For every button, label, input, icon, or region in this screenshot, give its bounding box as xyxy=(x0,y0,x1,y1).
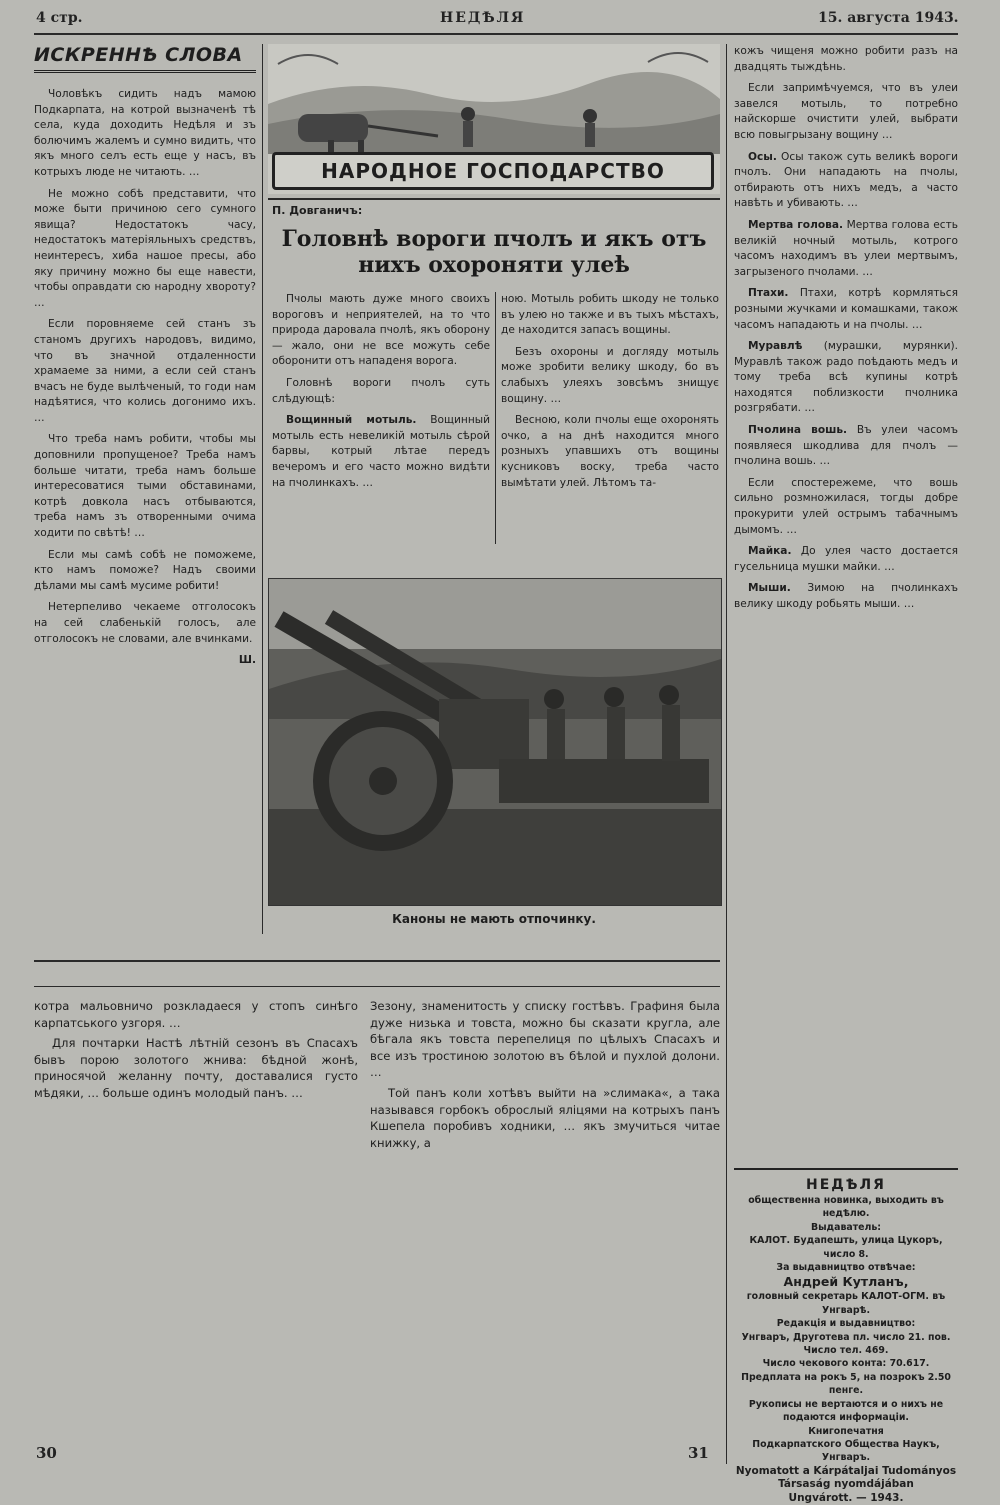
left-article xyxy=(34,44,256,675)
bee-article-col-2 xyxy=(501,292,719,497)
imprint-line: Редакція и выдавництво: xyxy=(776,1318,916,1330)
pest-label: Мыши. xyxy=(748,582,791,595)
pest-paragraph xyxy=(734,218,958,280)
imprint-line: КАЛОТ. Будапешть, улица Цукоръ, число 8. xyxy=(749,1235,943,1260)
imprint-line: общественна новинка, выходить въ недѣлю. xyxy=(748,1195,944,1220)
pest-label: Пчолина вошь. xyxy=(748,424,848,437)
imprint-line: Число чекового конта: 70.617. xyxy=(762,1358,930,1370)
section-rule xyxy=(34,960,720,962)
right-column xyxy=(734,44,958,619)
pest-text: Осы також суть великѣ вороги пчолъ. Они нападають на пчолы, отбирають отъ нихъ медъ, а часто навѣть и убивають. … xyxy=(734,150,958,210)
pest-text: Мертва голова есть великій ночный мотыль, котрого часомъ находимъ въ улеи мертвымъ, загрызеного пчолами. … xyxy=(734,218,958,278)
left-article-title: ИСКРЕННѢ СЛОВА xyxy=(34,44,256,73)
imprint-line: Ungvárott. — 1943. xyxy=(788,1491,904,1504)
imprint-line: Nyomatott a Kárpátaljai Tudományos xyxy=(735,1464,957,1477)
paragraph: Безъ охороны и догляду мотыль може зробити велику шкоду, бо въ слабыхъ улеяхъ зовсѣмъ знищує вощину. … xyxy=(501,345,719,405)
pest-paragraph xyxy=(734,544,958,575)
imprint-line: Выдаватель: xyxy=(810,1221,882,1233)
imprint-line: Рукописы не вертаются и о нихъ не подаются информаціи. xyxy=(748,1398,944,1424)
column-divider xyxy=(726,44,727,1464)
header-rule xyxy=(34,33,958,35)
imprint-line: Подкарпатского Общества Наукъ, Унгваръ. xyxy=(752,1438,940,1464)
paragraph: Нетерпеливо чекаеме отголосокъ на сей слабенькій голосъ, але отголосокъ не словами, але вчинками. xyxy=(34,601,256,645)
pest-paragraph xyxy=(734,423,958,470)
paragraph: Головнѣ вороги пчолъ суть слѣдующѣ: xyxy=(272,376,490,405)
pest-text: Въ улеи часомъ появляеся шкодлива для пчолъ — пчолина вошь. … xyxy=(734,424,958,468)
artillery-photo xyxy=(268,578,722,906)
title-line-2: нихъ охороняти улеѣ xyxy=(358,252,630,278)
imprint-line: Книгопечатня xyxy=(808,1425,884,1437)
column-divider xyxy=(262,44,263,934)
section-title: НАРОДНОЕ ГОСПОДАРСТВО xyxy=(272,152,714,190)
page-label: 4 стр. xyxy=(36,10,83,26)
left-page-number: 30 xyxy=(36,1444,57,1462)
imprint-box xyxy=(734,1168,958,1505)
pest-text: Птахи, котрѣ кормляться розными жучками и комашками, також часомъ нападають и на пчолы. … xyxy=(734,287,958,331)
paragraph: Не можно собѣ представити, что може быти причиною сего сумного явища? Недостатокъ часу, недостатокъ матеріяльныхъ средствъ, неинтересъ, хиба нашое пресы, або яку причину можно бы еще навести, чтобы оправдати сю народну хвороту? … xyxy=(34,187,256,309)
imprint-line: За выдавництво отвѣчае: xyxy=(776,1262,916,1274)
right-page-number: 31 xyxy=(688,1444,709,1462)
imprint-line: Предплата на рокъ 5, на позрокъ 2.50 пенге. xyxy=(741,1371,951,1397)
pest-paragraph xyxy=(734,286,958,333)
bottom-story-col-1 xyxy=(34,998,358,1102)
paragraph: Если поровняеме сей станъ зъ станомъ другихъ народовъ, видимо, что въ значной отдаленности храмаеме за ними, а если сей станъ вчасъ не буде вылѣченый, то годи нам надѣятися, что колись догонимо ихъ. … xyxy=(34,318,256,424)
bottom-story-col-2 xyxy=(370,998,720,1151)
imprint-line: Унгваръ, Друготева пл. число 21. пов. xyxy=(741,1331,951,1343)
article-title xyxy=(272,226,716,278)
pest-label: Птахи. xyxy=(748,287,789,300)
pest-label: Осы. xyxy=(748,150,777,163)
pest-text: До улея часто достается гусельница мушки майки. … xyxy=(734,545,958,573)
pest-paragraph xyxy=(734,339,958,417)
moth-text: Вощинный мотыль есть невеликій мотыль сѣрой барвы, котрый лѣтае передъ вечеромъ и его часто можно видѣти на пчолинкахъ. … xyxy=(272,414,490,489)
imprint-line: головный секретарь КАЛОТ-ОГМ. въ Унгварѣ. xyxy=(746,1291,946,1316)
paragraph xyxy=(272,413,490,491)
paragraph: Чоловѣкъ сидить надъ мамою Подкарпата, на котрой вызначенѣ тѣ села, куда доходить Недѣля и зъ болючимъ жалемъ и сумно видить, что якъ много селъ есть еще у насъ, въ котрыхъ люде не читають. … xyxy=(34,88,256,178)
paragraph: Той панъ коли хотѣвъ выйти на »слимака«, а така назывався горбокъ оброслый яліцями на котрыхъ панъ Кшепела поробивъ ходники, … якъ змучиться читае книжку, а xyxy=(370,1085,720,1150)
title-line-1: Головнѣ вороги пчолъ и якъ отъ xyxy=(281,226,707,252)
paragraph: Пчолы мають дуже много своихъ вороговъ и неприятелей, на то что природа даровала пчолѣ, якъ оборону — жало, они не все можуть себе оборонити отъ нападеня ворога. xyxy=(272,293,490,368)
paragraph: Зезону, знаменитость у списку гостѣвъ. Графиня была дуже низька и товста, можно бы сказати кругла, але бѣгала якъ товста перепелиця по цѣлыхъ Спасахъ и все изъ тростиною золотою въ бѣлой и пухлой долони. … xyxy=(370,999,720,1080)
pest-label: Майка. xyxy=(748,545,792,558)
paragraph: ною. Мотыль робить шкоду не только въ улею но также и въ тыхъ мѣстахъ, де находится запасъ вощины. xyxy=(501,293,719,337)
paragraph: Весною, коли пчолы еще охоронять очко, а на днѣ находится много розныхъ упавшихъ отъ вощины кусниковъ воску, треба часто вымѣтати улей. Лѣтомъ та- xyxy=(501,414,719,489)
pest-paragraph xyxy=(734,150,958,212)
pest-label: Мертва голова. xyxy=(748,218,843,231)
column-divider xyxy=(495,292,496,544)
author: П. Довганичъ: xyxy=(272,204,363,217)
pest-text: Зимою на пчолинкахъ велику шкоду робьять мыши. … xyxy=(734,582,958,610)
paragraph: Если запримѣчуемся, что въ улеи завелся мотыль, то потребно найскорше очистити улей, выбрати всю повыгрызану вощину … xyxy=(734,82,958,141)
imprint-editor: Андрей Кутланъ, xyxy=(783,1274,909,1290)
paper-name: НЕДѢЛЯ xyxy=(440,10,526,26)
paragraph: котра мальовничо розкладаеся у стопъ синѣго карпатського узгоря. … xyxy=(34,999,358,1030)
paragraph: кожъ чищеня можно робити разъ на двадцять тыждѣнь. xyxy=(734,45,958,73)
moth-label: Вощинный мотыль. xyxy=(286,414,417,427)
imprint-line: Társaság nyomdájában xyxy=(778,1478,914,1491)
section-banner xyxy=(268,44,720,194)
bee-article-col-1 xyxy=(272,292,490,497)
left-article-body xyxy=(34,87,256,669)
signature: Ш. xyxy=(238,654,256,667)
pest-text: Если спостережеме, что вошь сильно розмножилася, тогды добре прокурити улей острымъ табачнымъ дымомъ. … xyxy=(734,476,958,536)
paragraph: Если мы самѣ собѣ не поможеме, кто намъ поможе? Надъ своими дѣлами мы самѣ мусиме робити! xyxy=(34,548,256,592)
banner-rule xyxy=(268,198,720,200)
cannon-illustration xyxy=(269,579,721,905)
pest-paragraph xyxy=(734,581,958,612)
photo-caption: Каноны не мають отпочинку. xyxy=(392,912,596,926)
section-rule xyxy=(34,986,720,987)
issue-date: 15. августа 1943. xyxy=(818,10,959,26)
imprint-title: НЕДѢЛЯ xyxy=(806,1177,886,1193)
paragraph: Для почтарки Настѣ лѣтній сезонъ въ Спасахъ бывъ порою золотого жнива: бѣдной жонѣ, приносячой желанну почту, доставалися густо мѣдяки, … больше одинъ молодый панъ. … xyxy=(34,1036,358,1100)
imprint-line: Число тел. 469. xyxy=(803,1345,889,1357)
pest-label: Муравлѣ xyxy=(748,340,803,353)
pest-text: (мурашки, мурянки). Муравлѣ також радо поѣдають медъ и тому треба всѣ купины котрѣ находятся поблизкости пчолника розгрябати. … xyxy=(734,340,958,415)
pest-paragraph xyxy=(734,476,958,538)
paragraph: Что треба намъ робити, чтобы мы доповнили пропущеное? Треба намъ больше читати, треба намъ больше интересоватися тыми обставинами, котрѣ довкола насъ отбываются, треба намъ зъ отворенными очима ходити по свѣтѣ! … xyxy=(34,433,256,540)
